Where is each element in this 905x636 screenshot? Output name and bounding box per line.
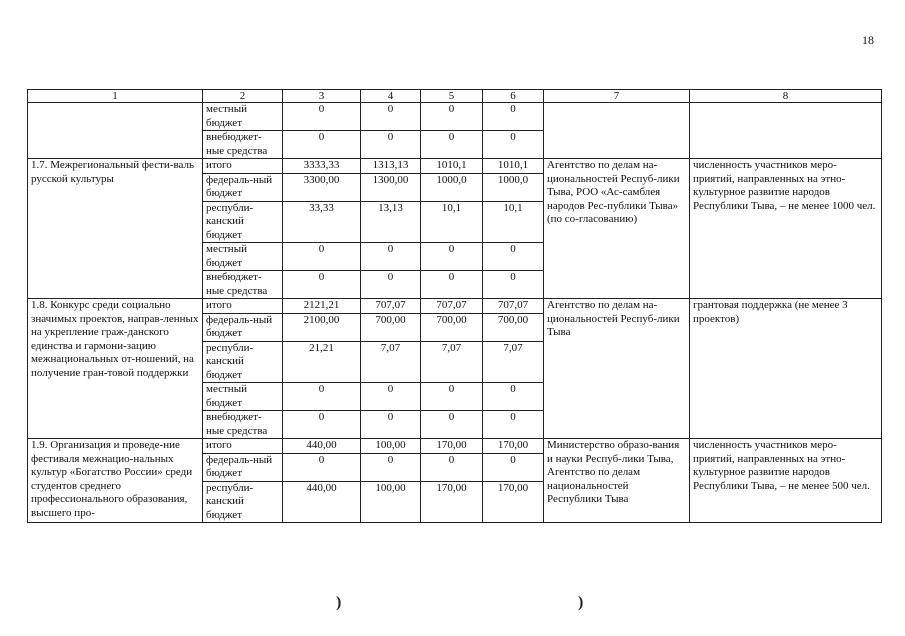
amount-cell: 7,07: [361, 341, 421, 383]
amount-cell: 1000,0: [421, 173, 483, 201]
funding-source-label: местный бюджет: [203, 243, 283, 271]
result-cell: [690, 103, 882, 159]
amount-cell: 0: [421, 383, 483, 411]
amount-cell: 100,00: [361, 481, 421, 523]
amount-cell: 100,00: [361, 439, 421, 454]
amount-cell: 10,1: [483, 201, 544, 243]
amount-cell: 3333,33: [283, 159, 361, 174]
amount-cell: 10,1: [421, 201, 483, 243]
amount-cell: 0: [421, 131, 483, 159]
amount-cell: 0: [283, 383, 361, 411]
header-cell: 5: [421, 90, 483, 103]
amount-cell: 2121,21: [283, 299, 361, 314]
table-row: [28, 439, 882, 454]
amount-cell: 0: [283, 271, 361, 299]
amount-cell: 0: [421, 453, 483, 481]
amount-cell: 0: [361, 411, 421, 439]
header-cell: 7: [544, 90, 690, 103]
amount-cell: 170,00: [483, 439, 544, 454]
amount-cell: 170,00: [421, 481, 483, 523]
result-cell: численность участников меро-приятий, направленных на этно-культурное развитие народов Республики Тыва, – не менее 1000 чел.: [690, 159, 882, 299]
amount-cell: 440,00: [283, 439, 361, 454]
amount-cell: 0: [483, 131, 544, 159]
amount-cell: 700,00: [361, 313, 421, 341]
header-cell: 1: [28, 90, 203, 103]
header-row: [28, 90, 882, 103]
amount-cell: 0: [421, 103, 483, 131]
amount-cell: 7,07: [483, 341, 544, 383]
item-title-cell: 1.9. Организация и проведе-ние фестиваля межнацио-нальных культур «Богатство России» среди студентов среднего профессионального образования, высшего про-: [28, 439, 203, 523]
table-row: [28, 103, 882, 131]
funding-source-label: федераль-ный бюджет: [203, 173, 283, 201]
amount-cell: 707,07: [361, 299, 421, 314]
funding-source-label: федераль-ный бюджет: [203, 453, 283, 481]
amount-cell: 0: [483, 411, 544, 439]
amount-cell: 1000,0: [483, 173, 544, 201]
amount-cell: 170,00: [421, 439, 483, 454]
amount-cell: 0: [361, 453, 421, 481]
amount-cell: 0: [483, 243, 544, 271]
amount-cell: 7,07: [421, 341, 483, 383]
amount-cell: 700,00: [421, 313, 483, 341]
header-cell: 8: [690, 90, 882, 103]
amount-cell: 170,00: [483, 481, 544, 523]
funding-source-label: итого: [203, 159, 283, 174]
table-row: [28, 299, 882, 314]
amount-cell: 0: [283, 453, 361, 481]
result-cell: грантовая поддержка (не менее 3 проектов): [690, 299, 882, 439]
amount-cell: 707,07: [483, 299, 544, 314]
amount-cell: 0: [361, 271, 421, 299]
funding-source-label: внебюджет-ные средства: [203, 411, 283, 439]
amount-cell: 0: [483, 453, 544, 481]
amount-cell: 3300,00: [283, 173, 361, 201]
amount-cell: 0: [283, 411, 361, 439]
funding-source-label: федераль-ный бюджет: [203, 313, 283, 341]
scan-mark-right: ): [578, 594, 584, 611]
item-title-cell: 1.8. Конкурс среди социально значимых проектов, направ-ленных на укрепление граж-данского единства и гармони-зацию межнациональных от-ношений, на получение гран-товой поддержки: [28, 299, 203, 439]
amount-cell: 0: [483, 383, 544, 411]
item-title-cell: 1.7. Межрегиональный фести-валь русской культуры: [28, 159, 203, 299]
executor-cell: [544, 103, 690, 159]
result-cell: численность участников меро-приятий, направленных на этно-культурное развитие народов Республики Тыва, – не менее 500 чел.: [690, 439, 882, 523]
amount-cell: 0: [421, 271, 483, 299]
funding-source-label: итого: [203, 299, 283, 314]
amount-cell: 0: [283, 131, 361, 159]
amount-cell: 0: [421, 243, 483, 271]
amount-cell: 0: [483, 103, 544, 131]
header-cell: 3: [283, 90, 361, 103]
amount-cell: 1010,1: [483, 159, 544, 174]
funding-source-label: итого: [203, 439, 283, 454]
funding-source-label: республи-канский бюджет: [203, 481, 283, 523]
header-cell: 2: [203, 90, 283, 103]
amount-cell: 2100,00: [283, 313, 361, 341]
amount-cell: 700,00: [483, 313, 544, 341]
funding-source-label: местный бюджет: [203, 103, 283, 131]
amount-cell: 0: [421, 411, 483, 439]
item-title-cell: [28, 103, 203, 159]
amount-cell: 0: [361, 103, 421, 131]
amount-cell: 1010,1: [421, 159, 483, 174]
budget-table: [27, 89, 882, 523]
amount-cell: 0: [361, 131, 421, 159]
table-row: [28, 159, 882, 174]
amount-cell: 0: [361, 243, 421, 271]
funding-source-label: местный бюджет: [203, 383, 283, 411]
amount-cell: 0: [483, 271, 544, 299]
header-cell: 6: [483, 90, 544, 103]
amount-cell: 13,13: [361, 201, 421, 243]
amount-cell: 0: [283, 243, 361, 271]
executor-cell: Министерство образо-вания и науки Респуб-лики Тыва, Агентство по делам национальностей Республики Тыва: [544, 439, 690, 523]
amount-cell: 440,00: [283, 481, 361, 523]
header-cell: 4: [361, 90, 421, 103]
funding-source-label: республи-канский бюджет: [203, 201, 283, 243]
amount-cell: 0: [283, 103, 361, 131]
amount-cell: 33,33: [283, 201, 361, 243]
page-number: 18: [862, 33, 874, 47]
funding-source-label: внебюджет-ные средства: [203, 271, 283, 299]
amount-cell: 1313,13: [361, 159, 421, 174]
executor-cell: Агентство по делам на-циональностей Респуб-лики Тыва, РОО «Ас-самблея народов Рес-публики Тыва» (по со-гласованию): [544, 159, 690, 299]
funding-source-label: республи-канский бюджет: [203, 341, 283, 383]
funding-source-label: внебюджет-ные средства: [203, 131, 283, 159]
executor-cell: Агентство по делам на-циональностей Респуб-лики Тыва: [544, 299, 690, 439]
amount-cell: 21,21: [283, 341, 361, 383]
scan-mark-left: ): [336, 594, 342, 611]
amount-cell: 707,07: [421, 299, 483, 314]
amount-cell: 0: [361, 383, 421, 411]
amount-cell: 1300,00: [361, 173, 421, 201]
